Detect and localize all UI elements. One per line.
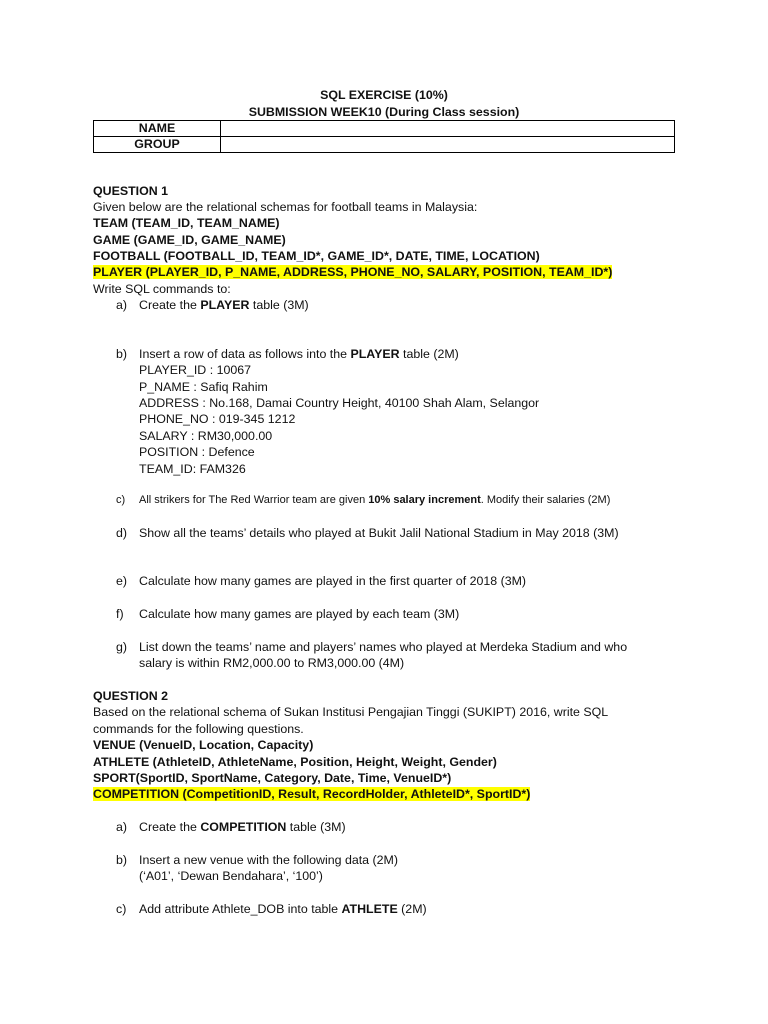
q1-f-text: Calculate how many games are played by each team (3M) [139, 607, 460, 621]
group-row [94, 137, 675, 153]
schema-player [93, 264, 612, 280]
schema-team: TEAM (TEAM_ID, TEAM_NAME) [93, 216, 280, 230]
q1-b-row-address: ADDRESS : No.168, Damai Country Height, 40100 Shah Alam, Selangor [139, 396, 540, 410]
q1-b-text: Insert a row of data as follows into the PLAYER table (2M) [139, 347, 459, 361]
q1-b-row-position: POSITION : Defence [139, 445, 255, 459]
q1-a-index: a) [116, 298, 128, 312]
document-subtitle: SUBMISSION WEEK10 (During Class session) [248, 105, 520, 119]
name-label: NAME [94, 121, 221, 137]
q1-f-index: f) [116, 607, 124, 621]
q2-c-index: c) [116, 902, 127, 916]
q2-a-text: Create the COMPETITION table (3M) [139, 820, 346, 834]
q1-e-index: e) [116, 574, 128, 588]
q1-b-row-phone: PHONE_NO : 019-345 1212 [139, 412, 296, 426]
q1-a-text: Create the PLAYER table (3M) [139, 298, 309, 312]
name-row [94, 121, 675, 137]
q2-b-index: b) [116, 853, 128, 867]
q1-g-line-1: List down the teams’ name and players’ names who played at Merdeka Stadium and who [139, 640, 628, 654]
schema-competition-highlight: COMPETITION (CompetitionID, Result, RecordHolder, AthleteID*, SportID*) [93, 787, 531, 801]
schema-player-highlight: PLAYER (PLAYER_ID, P_NAME, ADDRESS, PHONE_NO, SALARY, POSITION, TEAM_ID*) [93, 265, 613, 279]
document-title: SQL EXERCISE (10%) [320, 88, 448, 102]
question-1-heading: QUESTION 1 [93, 184, 169, 198]
q1-b-row-player-id: PLAYER_ID : 10067 [139, 363, 252, 377]
q1-e-text: Calculate how many games are played in the first quarter of 2018 (3M) [139, 574, 527, 588]
schema-venue: VENUE (VenueID, Location, Capacity) [93, 738, 314, 752]
group-label: GROUP [94, 137, 221, 153]
q2-a-index: a) [116, 820, 128, 834]
question-1-intro: Given below are the relational schemas for football teams in Malaysia: [93, 200, 478, 214]
q1-d-index: d) [116, 526, 128, 540]
q1-g-line-2: salary is within RM2,000.00 to RM3,000.00 (4M) [139, 656, 405, 670]
schema-game: GAME (GAME_ID, GAME_NAME) [93, 233, 286, 247]
name-value[interactable] [221, 121, 675, 137]
q1-b-row-p-name: P_NAME : Safiq Rahim [139, 380, 268, 394]
q1-b-row-salary: SALARY : RM30,000.00 [139, 429, 273, 443]
student-info-table [93, 120, 675, 153]
q1-d-text: Show all the teams’ details who played at Bukit Jalil National Stadium in May 2018 (3M) [139, 526, 619, 540]
question-2-intro-line-2: commands for the following questions. [93, 722, 304, 736]
question-2-heading: QUESTION 2 [93, 689, 169, 703]
q1-g-index: g) [116, 640, 128, 654]
q2-b-line-1: Insert a new venue with the following data (2M) [139, 853, 398, 867]
question-1-instruction: Write SQL commands to: [93, 282, 231, 296]
schema-competition [93, 786, 530, 802]
schema-football: FOOTBALL (FOOTBALL_ID, TEAM_ID*, GAME_ID*, DATE, TIME, LOCATION) [93, 249, 540, 263]
q1-b-row-team-id: TEAM_ID: FAM326 [139, 462, 246, 476]
q1-c-index: c) [116, 494, 126, 506]
schema-sport: SPORT(SportID, SportName, Category, Date, Time, VenueID*) [93, 771, 452, 785]
q1-c-text: All strikers for The Red Warrior team are given 10% salary increment. Modify their salaries (2M) [139, 494, 611, 506]
schema-athlete: ATHLETE (AthleteID, AthleteName, Position, Height, Weight, Gender) [93, 755, 497, 769]
group-value[interactable] [221, 137, 675, 153]
q2-c-text: Add attribute Athlete_DOB into table ATHLETE (2M) [139, 902, 427, 916]
question-2-intro-line-1: Based on the relational schema of Sukan Institusi Pengajian Tinggi (SUKIPT) 2016, write SQL [93, 705, 609, 719]
q1-b-index: b) [116, 347, 128, 361]
q2-b-line-2: (‘A01’, ‘Dewan Bendahara’, ‘100’) [139, 869, 323, 883]
